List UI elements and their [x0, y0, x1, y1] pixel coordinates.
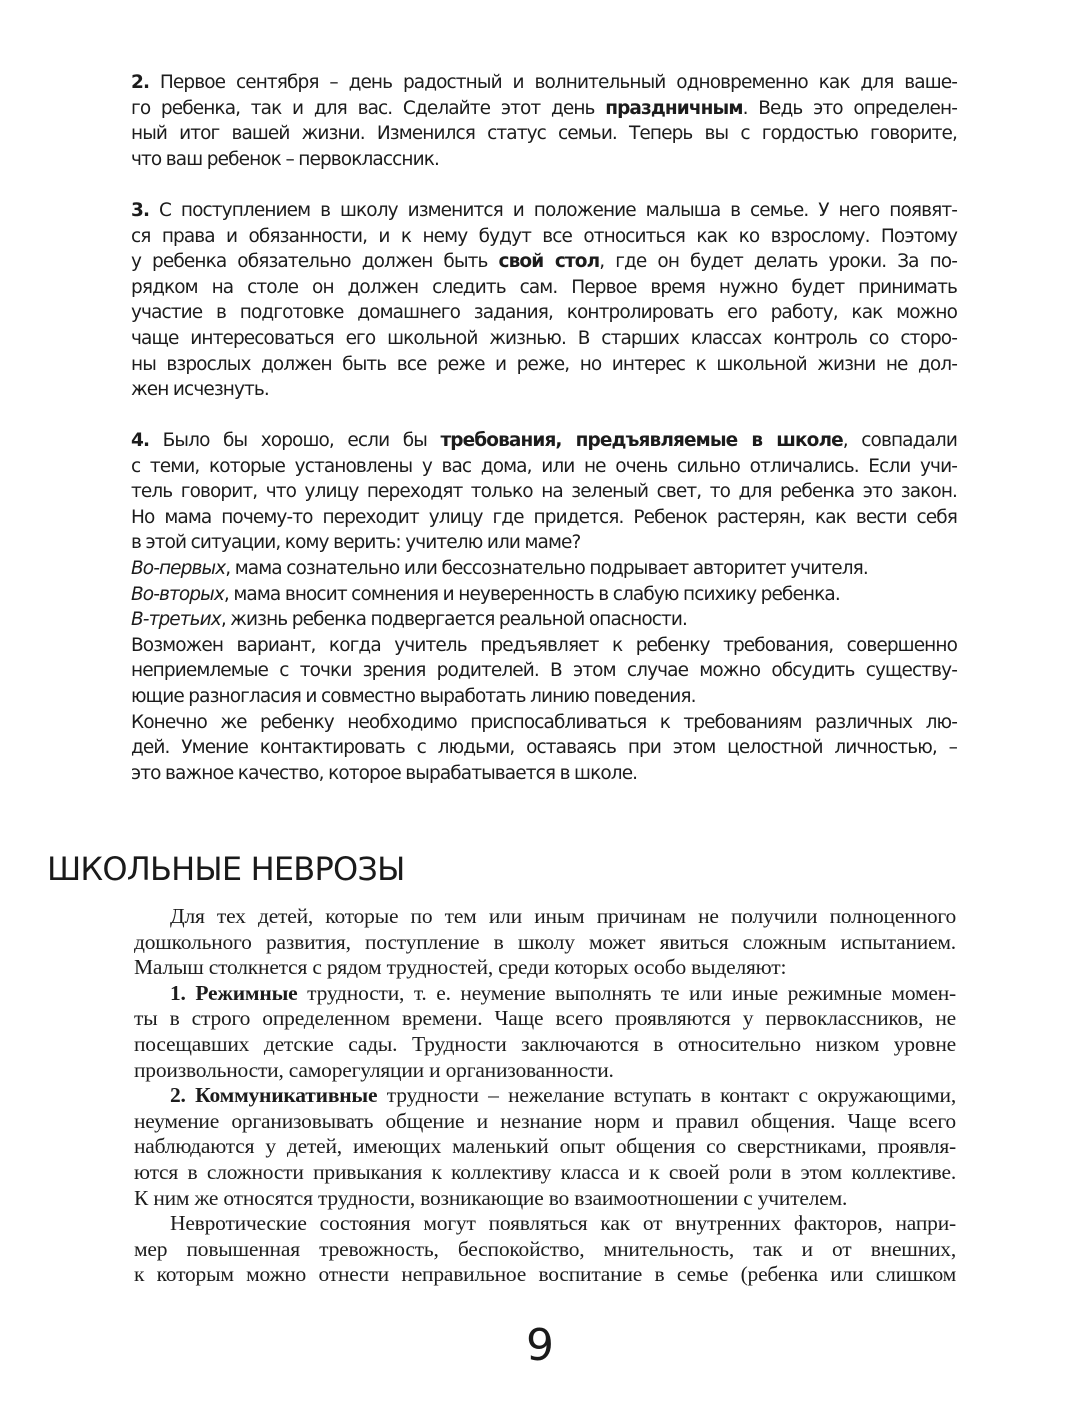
text-line: это важное качество, которое вырабатывается в школе.: [131, 762, 638, 784]
text-line: 4. Было бы хорошо, если бы требования, предъявляемые в школе, совпадали: [131, 430, 957, 451]
text-line: неприемлемые с точки зрения родителей. В этом случае можно обсудить существу-: [131, 660, 957, 682]
text-line: что ваш ребенок – первоклассник.: [131, 148, 439, 170]
text-line: Малыш столкнется с рядом трудностей, среди которых особо выделяют:: [134, 955, 787, 980]
section-heading: ШКОЛЬНЫЕ НЕВРОЗЫ: [47, 850, 405, 888]
item-number: 2.: [131, 72, 150, 93]
emphasis: 1. Режимные: [170, 980, 298, 1005]
text-line: произвольности, саморегуляции и организованности.: [134, 1057, 614, 1082]
text-line: чаще интересоваться его школьной жизнью. В старших классах контроль со сторо-: [131, 327, 957, 349]
text-line: в этой ситуации, кому верить: учителю или маме?: [131, 532, 581, 554]
text-line: ный итог вашей жизни. Изменился статус семьи. Теперь вы с гордостью говорите,: [131, 123, 957, 145]
text-line: го ребенка, так и для вас. Сделайте этот день праздничным. Ведь это определен-: [131, 97, 958, 119]
text-line: К ним же относятся трудности, возникающие во взаимоотношении с учителем.: [134, 1185, 848, 1210]
text-line: посещавших детские сады. Трудности заключаются в относительно низком уровне: [134, 1031, 956, 1056]
italic-lead: Во-вторых: [131, 583, 224, 605]
item-number: 3.: [131, 200, 150, 221]
text-line: Невротические состояния могут появляться как от внутренних факторов, напри-: [170, 1211, 956, 1236]
page-number: 9: [526, 1320, 554, 1371]
paragraph-item-2: [131, 70, 957, 172]
section-body: [134, 904, 956, 1288]
paragraph-item-4: [131, 428, 957, 786]
text-line: у ребенка обязательно должен быть свой стол, где он будет делать уроки. За по-: [131, 251, 957, 273]
text-line: Во-вторых, мама вносит сомнения и неуверенность в слабую психику ребенка.: [131, 583, 840, 605]
text-line: 2. Коммуникативные трудности – нежелание вступать в контакт с окружающими,: [170, 1083, 957, 1108]
text-line: 3. С поступлением в школу изменится и положение малыша в семье. У него появят-: [131, 200, 958, 221]
text-line: Во-первых, мама сознательно или бессознательно подрывает авторитет учителя.: [131, 557, 868, 579]
text-line: дошкольного развития, поступление в школу может явиться сложным испытанием.: [134, 929, 956, 954]
text-line: жен исчезнуть.: [131, 379, 269, 401]
text-line: Но мама почему-то переходит улицу где придется. Ребенок растерян, как вести себя: [131, 506, 957, 528]
text-line: Для тех детей, которые по тем или иным причинам не получили полноценного: [170, 904, 956, 928]
text-line: ты в строго определенном времени. Чаще всего проявляются у первоклассников, не: [134, 1006, 956, 1031]
emphasis: праздничным: [605, 97, 743, 119]
italic-lead: Во-первых: [131, 557, 226, 579]
emphasis: требования, предъявляемые в школе: [440, 430, 843, 451]
text-line: мер повышенная тревожность, беспокойство, мнительность, так и от внешних,: [134, 1236, 956, 1261]
text-line: ся права и обязанности, и к нему будут все относиться как ко взрослому. Поэтому: [131, 225, 957, 247]
text-line: наблюдаются у детей, имеющих маленький опыт общения со сверстниками, проявля-: [134, 1134, 956, 1159]
text-line: к которым можно отнести неправильное воспитание в семье (ребенка или слишком: [134, 1262, 956, 1287]
text-line: с теми, которые установлены у вас дома, или не очень сильно отличались. Если учи-: [131, 455, 957, 477]
text-line: дей. Умение контактировать с людьми, оставаясь при этом целостной личностью, –: [131, 737, 957, 759]
text-line: В-третьих, жизнь ребенка подвергается реальной опасности.: [131, 609, 688, 631]
text-line: ются в сложности привыкания к коллективу класса и к своей роли в этом коллективе.: [134, 1159, 956, 1184]
emphasis: свой стол: [498, 251, 600, 273]
item-number: 4.: [131, 430, 150, 451]
text-line: рядком на столе он должен следить сам. Первое время нужно будет принимать: [131, 276, 957, 298]
text-line: 2. Первое сентября – день радостный и волнительный одновременно как для ваше-: [131, 72, 957, 93]
text-line: Возможен вариант, когда учитель предъявляет к ребенку требования, совершенно: [131, 634, 957, 656]
italic-lead: В-третьих: [131, 609, 221, 631]
text-line: ны взрослых должен быть все реже и реже, но интерес к школьной жизни не дол-: [131, 353, 957, 375]
text-line: ющие разногласия и совместно выработать линию поведения.: [131, 685, 696, 707]
text-line: участие в подготовке домашнего задания, контролировать его работу, как можно: [131, 302, 957, 324]
text-line: неумение организовывать общение и незнание норм и правил общения. Чаще всего: [134, 1108, 956, 1133]
emphasis: 2. Коммуникативные: [170, 1083, 378, 1108]
text-line: 1. Режимные трудности, т. е. неумение выполнять те или иные режимные момен-: [170, 980, 956, 1005]
paragraph-item-3: [131, 198, 957, 403]
text-line: Конечно же ребенку необходимо приспосабливаться к требованиям различных лю-: [131, 711, 957, 733]
text-line: тель говорит, что улицу переходят только на зеленый свет, то для ребенка это закон.: [131, 481, 957, 503]
